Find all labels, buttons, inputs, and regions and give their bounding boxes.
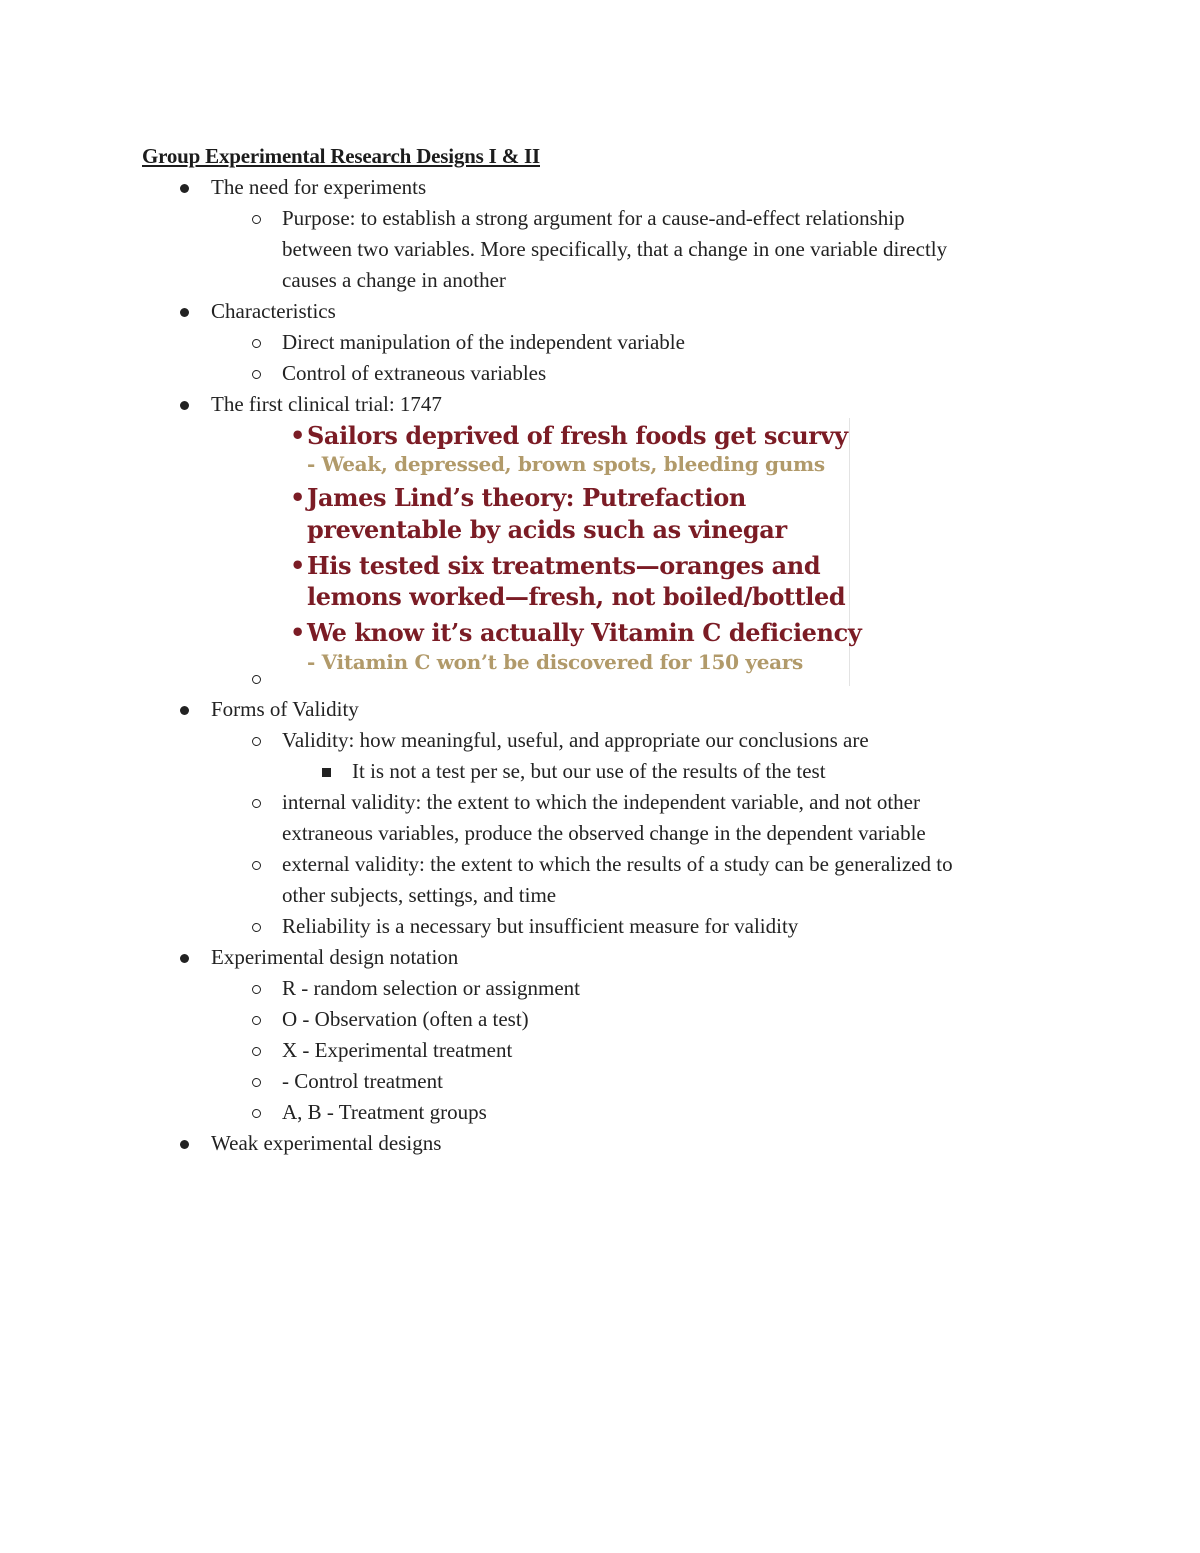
- bullet-text: Weak experimental designs: [211, 1131, 442, 1155]
- bullet-square-icon: [322, 768, 331, 777]
- bullet-text: Characteristics: [211, 299, 336, 323]
- text-line: extraneous variables, produce the observed change in the dependent variable: [282, 821, 926, 845]
- slide-bullet-text: preventable by acids such as vinegar: [307, 515, 787, 544]
- sub-bullet-text: Reliability is a necessary but insufficient measure for validity: [282, 914, 799, 938]
- bullet-circle-icon: [252, 1016, 261, 1025]
- slide-sub-bullet: - Weak, depressed, brown spots, bleeding gums: [307, 452, 825, 476]
- text-line: internal validity: the extent to which the independent variable, and not other: [282, 790, 920, 814]
- sub-bullet-text: Control of extraneous variables: [282, 361, 547, 385]
- text-line: Purpose: to establish a strong argument for a cause-and-effect relationship: [282, 206, 905, 230]
- bullet-text: Forms of Validity: [211, 697, 359, 721]
- text-line: causes a change in another: [282, 268, 506, 292]
- sub-bullet-text: A, B - Treatment groups: [282, 1100, 487, 1124]
- sub-bullet-text: Validity: how meaningful, useful, and appropriate our conclusions are: [282, 728, 869, 752]
- bullet-circle-icon: [252, 215, 261, 224]
- bullet-disc-icon: [180, 954, 189, 963]
- slide-bullet-text: His tested six treatments—oranges and: [307, 551, 821, 580]
- sub-bullet-text: [282, 849, 1042, 911]
- bullet-disc-icon: [180, 184, 189, 193]
- sub-bullet-text: R - random selection or assignment: [282, 976, 581, 1000]
- bullet-circle-icon: [252, 339, 261, 348]
- sub-bullet-text: Direct manipulation of the independent variable: [282, 330, 685, 354]
- bullet-circle-icon: [252, 1078, 261, 1087]
- bullet-circle-icon: [252, 370, 261, 379]
- bullet-disc-icon: [180, 401, 189, 410]
- sub-bullet-text: O - Observation (often a test): [282, 1007, 529, 1031]
- bullet-disc-icon: [180, 308, 189, 317]
- slide-sub-bullet: - Vitamin C won’t be discovered for 150 years: [307, 650, 803, 674]
- slide-bullet-dot-icon: •: [290, 421, 305, 450]
- sub-bullet-text: - Control treatment: [282, 1069, 443, 1093]
- bullet-text: The need for experiments: [211, 175, 427, 199]
- slide-bullet-text: lemons worked—fresh, not boiled/bottled: [307, 582, 846, 611]
- bullet-circle-icon: [252, 737, 261, 746]
- sub-bullet-text: [282, 203, 1042, 296]
- slide-bullet-dot-icon: •: [290, 483, 305, 512]
- bullet-circle-icon: [252, 1047, 261, 1056]
- embedded-slide-image: [284, 418, 862, 686]
- slide-bullet-dot-icon: •: [290, 551, 305, 580]
- bullet-circle-icon: [252, 1109, 261, 1118]
- bullet-disc-icon: [180, 1140, 189, 1149]
- sub-sub-bullet-text: It is not a test per se, but our use of the results of the test: [352, 759, 826, 783]
- text-line: between two variables. More specifically, that a change in one variable directly: [282, 237, 948, 261]
- bullet-circle-icon: [252, 923, 261, 932]
- bullet-circle-icon: [252, 799, 261, 808]
- bullet-circle-icon: [252, 675, 261, 684]
- document-title: Group Experimental Research Designs I & II: [142, 144, 540, 168]
- sub-bullet-text: X - Experimental treatment: [282, 1038, 513, 1062]
- bullet-text: The first clinical trial: 1747: [211, 392, 442, 416]
- bullet-circle-icon: [252, 861, 261, 870]
- bullet-disc-icon: [180, 706, 189, 715]
- bullet-text: Experimental design notation: [211, 945, 459, 969]
- bullet-circle-icon: [252, 985, 261, 994]
- text-line: other subjects, settings, and time: [282, 883, 557, 907]
- slide-bullet-text: James Lind’s theory: Putrefaction: [307, 483, 746, 512]
- slide-bullet-dot-icon: •: [290, 618, 305, 647]
- sub-bullet-text: [282, 787, 1042, 849]
- slide-bullet-text: Sailors deprived of fresh foods get scurvy: [307, 421, 848, 450]
- slide-bullet-text: We know it’s actually Vitamin C deficiency: [307, 618, 862, 647]
- text-line: external validity: the extent to which the results of a study can be generalized to: [282, 852, 953, 876]
